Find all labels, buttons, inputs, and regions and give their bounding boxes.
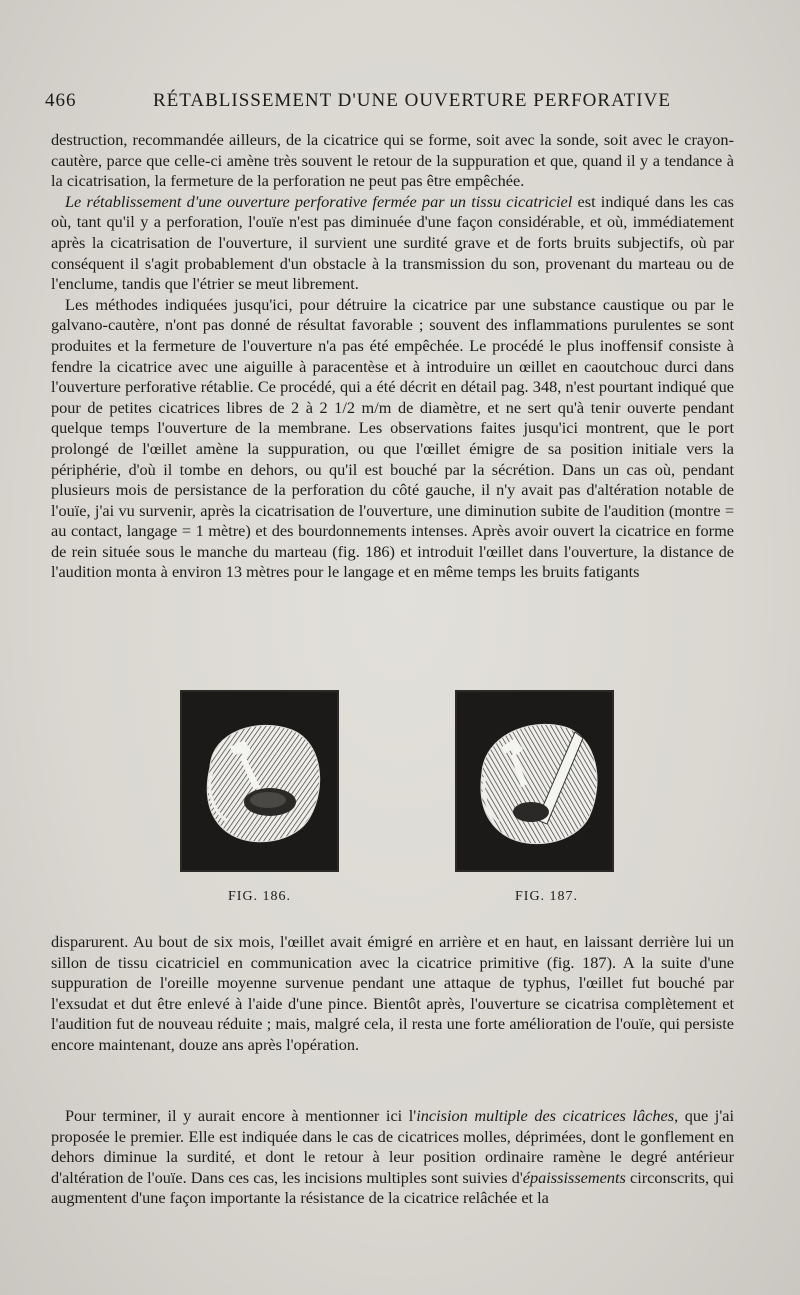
paragraph-text: Pour terminer, il y aurait encore à mentionner ici l' — [65, 1106, 417, 1125]
paragraph-text: circonscrits, qui augmentent d'une façon importante la résistance de la cicatrice relâchée et la — [51, 1167, 734, 1208]
figure-187-caption: FIG. 187. — [515, 889, 579, 904]
figure-187-image — [455, 690, 614, 872]
eardrum-illustration-187 — [457, 692, 612, 870]
paragraph — [51, 130, 734, 192]
paragraph — [51, 295, 734, 583]
paragraph-text: destruction, recommandée ailleurs, de la cicatrice qui se forme, soit avec la sonde, soit avec le crayon-cautère, parce que celle-ci amène très souvent le retour de la suppuration et que, quand il y a tendance à la cicatrisation, la fermeture de la perforation ne peut pas être empêchée. — [51, 130, 734, 191]
paragraph — [51, 1106, 734, 1209]
page-header — [45, 90, 745, 116]
text-block-middle — [51, 932, 734, 1056]
eardrum-illustration-186 — [182, 692, 337, 870]
italic-term: épaississements — [522, 1167, 626, 1187]
paragraph-text: Les méthodes indiquées jusqu'ici, pour détruire la cicatrice par une substance caustique ou par le galvano-cautère, n'ont pas donné de résultat favorable ; souvent des inflammations purulentes se sont produites et la fermeture de l'ouverture n'a pas été empêchée. Le procédé le plus inoffensif consiste à fendre la cicatrice avec une aiguille à paracentèse et à introduire un œillet en caoutchouc durci dans l'ouverture perforative rétablie. Ce procédé, qui a été décrit en détail pag. 348, n'est pourtant indiqué que pour de petites cicatrices libres de 2 à 2 1/2 m/m de diamètre, et ne sert qu'à tenir ouverte pendant quelque temps l'ouverture de la membrane. Les observations faites jusqu'ici montrent, que le port prolongé de l'œillet amène la suppuration, ou que l'œillet émigre de sa position initiale vers la périphérie, d'où il tombe en dehors, ou qu'il est bouché par la sécrétion. Dans un cas où, pendant plusieurs mois de persistance de la perforation du côté gauche, il n'y avait pas d'altération notable de l'ouïe, j'ai vu survenir, après la cicatrisation de l'ouverture, une diminution subite de l'audition (montre = au contact, langage = 1 mètre) et des bourdonnements intenses. Après avoir ouvert la cicatrice en forme de rein située sous le manche du marteau (fig. 186) et introduit l'œillet dans l'ouverture, la distance de l'audition monta à environ 13 mètres pour le langage et en même temps les bruits fatigants — [51, 294, 734, 582]
paragraph — [51, 192, 734, 295]
italic-term: Le rétablissement d'une ouverture perforative fermée par un tissu cicatriciel — [65, 191, 573, 211]
figure-186-caption: FIG. 186. — [228, 889, 292, 904]
figure-186-image — [180, 690, 339, 872]
paragraph: disparurent. Au bout de six mois, l'œillet avait émigré en arrière et en haut, en laissant derrière lui un sillon de tissu cicatriciel en communication avec la cicatrice primitive (fig. 187). A la suite d'une suppuration de l'oreille moyenne survenue pendant une attaque de typhus, l'œillet fut bouché par l'exsudat et dut être enlevé à l'aide d'une pince. Bientôt après, l'ouverture se cicatrisa complètement et l'audition fut de nouveau réduite ; mais, malgré cela, il resta une forte amélioration de l'ouïe, qui persiste encore maintenant, douze ans après l'opération. — [51, 932, 734, 1054]
italic-term: incision multiple des cicatrices lâches — [416, 1106, 675, 1125]
text-block-top — [51, 130, 734, 583]
paragraph-text: est indiqué dans les cas où, tant qu'il y a perforation, l'ouïe n'est pas diminuée d'une façon considérable, et où, immédiatement après la cicatrisation de l'ouverture, il survient une surdité grave et de forts bruits subjectifs, où par conséquent il s'agit probablement d'un obstacle à la transmission du son, provenant du marteau ou de l'enclume, tandis que l'étrier se meut librement. — [51, 191, 734, 294]
text-block-bottom — [51, 1106, 734, 1209]
paragraph-text: , que j'ai proposée le premier. Elle est indiquée dans le cas de cicatrices molles, déprimées, dont le gonflement en dehors diminue la surdité, et dont le retour à leur position ordinaire ramène le degré antérieur d'altération de l'ouïe. Dans ces cas, les incisions multiples sont suivies d' — [51, 1106, 734, 1187]
page-number: 466 — [45, 90, 77, 111]
running-head: RÉTABLISSEMENT D'UNE OUVERTURE PERFORATIVE — [153, 90, 671, 111]
